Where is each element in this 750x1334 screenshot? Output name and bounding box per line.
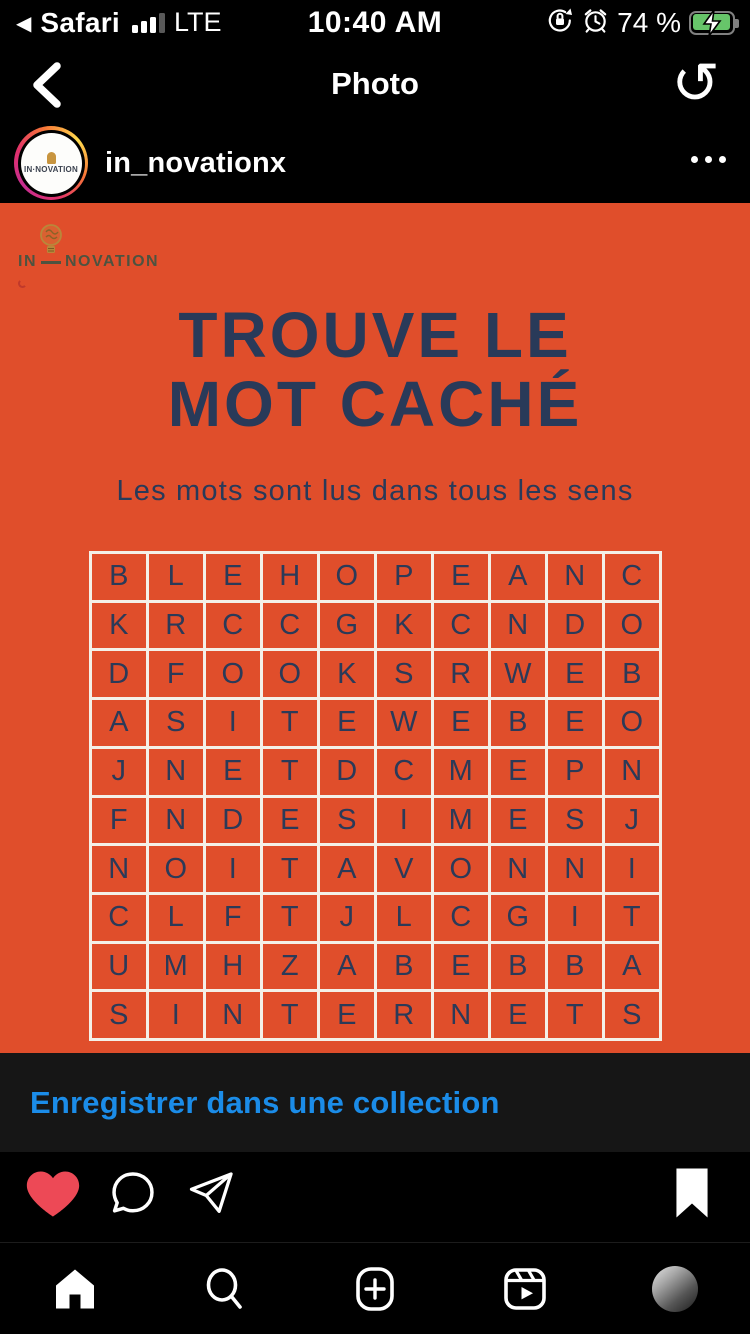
grid-cell: I xyxy=(206,700,260,746)
grid-cell: T xyxy=(263,895,317,941)
network-type-label: LTE xyxy=(174,7,222,37)
back-to-app-label[interactable]: Safari xyxy=(40,6,121,38)
puzzle-title xyxy=(0,301,750,439)
grid-cell: J xyxy=(605,798,659,844)
grid-cell: E xyxy=(320,992,374,1038)
grid-cell: D xyxy=(320,749,374,795)
alarm-icon xyxy=(582,7,609,39)
username-label[interactable]: in_novationx xyxy=(105,146,287,179)
grid-cell: O xyxy=(149,846,203,892)
logo-red-accent xyxy=(18,279,27,288)
grid-cell: W xyxy=(377,700,431,746)
grid-cell: P xyxy=(548,749,602,795)
nav-create[interactable] xyxy=(300,1243,450,1334)
grid-cell: M xyxy=(434,749,488,795)
grid-cell: O xyxy=(263,651,317,697)
grid-cell: E xyxy=(491,749,545,795)
grid-cell: I xyxy=(149,992,203,1038)
post-header xyxy=(0,123,750,203)
logo-text-left: IN xyxy=(18,253,37,270)
grid-cell: O xyxy=(434,846,488,892)
grid-cell: N xyxy=(434,992,488,1038)
puzzle-subtitle: Les mots sont lus dans tous les sens xyxy=(116,475,634,507)
grid-cell: L xyxy=(149,895,203,941)
avatar-story-ring[interactable] xyxy=(14,126,88,200)
save-to-collection-link[interactable]: Enregistrer dans une collection xyxy=(30,1084,500,1120)
avatar-logo-text: IN·NOVATION xyxy=(24,165,78,174)
grid-cell: N xyxy=(605,749,659,795)
grid-cell: N xyxy=(548,846,602,892)
grid-cell: J xyxy=(320,895,374,941)
lightbulb-logo-icon xyxy=(47,152,56,164)
grid-cell: K xyxy=(377,603,431,649)
grid-cell: E xyxy=(491,992,545,1038)
grid-cell: D xyxy=(92,651,146,697)
bottom-nav-bar xyxy=(0,1242,750,1334)
grid-cell: I xyxy=(605,846,659,892)
more-options-icon[interactable] xyxy=(691,156,726,163)
grid-cell: N xyxy=(149,798,203,844)
home-icon xyxy=(51,1265,99,1313)
grid-cell: C xyxy=(434,895,488,941)
grid-cell: S xyxy=(377,651,431,697)
grid-cell: B xyxy=(548,944,602,990)
grid-cell: S xyxy=(92,992,146,1038)
in-novation-logo xyxy=(18,213,159,271)
status-bar xyxy=(0,0,750,45)
grid-cell: F xyxy=(149,651,203,697)
grid-cell: B xyxy=(491,944,545,990)
grid-cell: W xyxy=(491,651,545,697)
battery-percent-label: 74 % xyxy=(617,6,681,38)
grid-cell: P xyxy=(377,554,431,600)
grid-cell: E xyxy=(548,700,602,746)
grid-cell: S xyxy=(605,992,659,1038)
logo-dash xyxy=(41,261,61,264)
grid-cell: N xyxy=(92,846,146,892)
page-title: Photo xyxy=(331,66,419,101)
grid-cell: I xyxy=(206,846,260,892)
grid-cell: C xyxy=(377,749,431,795)
reels-icon xyxy=(501,1265,549,1313)
grid-cell: B xyxy=(491,700,545,746)
grid-cell: J xyxy=(92,749,146,795)
grid-cell: U xyxy=(92,944,146,990)
grid-cell: E xyxy=(434,944,488,990)
grid-cell: B xyxy=(605,651,659,697)
grid-cell: L xyxy=(149,554,203,600)
grid-cell: D xyxy=(548,603,602,649)
grid-cell: S xyxy=(149,700,203,746)
grid-cell: L xyxy=(377,895,431,941)
create-post-icon xyxy=(351,1265,399,1313)
grid-cell: R xyxy=(377,992,431,1038)
like-heart-icon[interactable] xyxy=(26,1169,80,1224)
grid-cell: E xyxy=(434,554,488,600)
grid-cell: E xyxy=(548,651,602,697)
profile-avatar xyxy=(652,1266,698,1312)
grid-cell: M xyxy=(149,944,203,990)
grid-cell: K xyxy=(92,603,146,649)
grid-cell: E xyxy=(434,700,488,746)
grid-cell: T xyxy=(263,846,317,892)
logo-text-right: NOVATION xyxy=(65,253,160,270)
grid-cell: A xyxy=(320,846,374,892)
grid-cell: T xyxy=(263,992,317,1038)
grid-cell: N xyxy=(548,554,602,600)
lightbulb-logo-icon xyxy=(38,223,64,259)
nav-search[interactable] xyxy=(150,1243,300,1334)
grid-cell: C xyxy=(206,603,260,649)
grid-cell: S xyxy=(320,798,374,844)
nav-home[interactable] xyxy=(0,1243,150,1334)
grid-cell: O xyxy=(605,603,659,649)
grid-cell: F xyxy=(92,798,146,844)
battery-charging-icon xyxy=(689,10,743,36)
grid-cell: B xyxy=(92,554,146,600)
grid-cell: O xyxy=(206,651,260,697)
nav-reels[interactable] xyxy=(450,1243,600,1334)
back-to-app-icon[interactable]: ◀ xyxy=(16,12,32,35)
grid-cell: A xyxy=(605,944,659,990)
grid-cell: D xyxy=(206,798,260,844)
grid-cell: E xyxy=(206,554,260,600)
share-plane-icon[interactable] xyxy=(185,1168,237,1225)
grid-cell: C xyxy=(92,895,146,941)
grid-cell: C xyxy=(434,603,488,649)
grid-cell: T xyxy=(263,749,317,795)
puzzle-title-line1: TROUVE LE xyxy=(178,299,572,371)
rotation-lock-icon xyxy=(546,6,574,39)
grid-cell: A xyxy=(320,944,374,990)
grid-cell: N xyxy=(491,603,545,649)
grid-cell: C xyxy=(263,603,317,649)
puzzle-title-line2: MOT CACHÉ xyxy=(167,368,583,440)
grid-cell: F xyxy=(206,895,260,941)
grid-cell: E xyxy=(491,798,545,844)
grid-cell: E xyxy=(320,700,374,746)
grid-cell: H xyxy=(206,944,260,990)
comment-icon[interactable] xyxy=(107,1168,159,1225)
grid-cell: V xyxy=(377,846,431,892)
post-image[interactable] xyxy=(0,203,750,1053)
save-collection-bar xyxy=(0,1053,750,1152)
grid-cell: I xyxy=(377,798,431,844)
grid-cell: T xyxy=(548,992,602,1038)
grid-cell: G xyxy=(491,895,545,941)
grid-cell: H xyxy=(263,554,317,600)
search-icon xyxy=(201,1265,249,1313)
grid-cell: Z xyxy=(263,944,317,990)
grid-cell: K xyxy=(320,651,374,697)
grid-cell: T xyxy=(263,700,317,746)
grid-cell: T xyxy=(605,895,659,941)
grid-cell: N xyxy=(149,749,203,795)
avatar xyxy=(21,133,82,194)
grid-cell: E xyxy=(263,798,317,844)
grid-cell: S xyxy=(548,798,602,844)
photo-viewer-nav-bar xyxy=(0,45,750,123)
grid-cell: A xyxy=(491,554,545,600)
grid-cell: I xyxy=(548,895,602,941)
grid-cell: O xyxy=(320,554,374,600)
grid-cell: A xyxy=(92,700,146,746)
word-search-grid xyxy=(89,551,662,1041)
grid-cell: R xyxy=(149,603,203,649)
grid-cell: B xyxy=(377,944,431,990)
grid-cell: E xyxy=(206,749,260,795)
grid-cell: R xyxy=(434,651,488,697)
post-action-bar xyxy=(0,1152,750,1242)
nav-profile[interactable] xyxy=(600,1243,750,1334)
grid-cell: G xyxy=(320,603,374,649)
bookmark-saved-icon[interactable] xyxy=(672,1166,712,1225)
grid-cell: M xyxy=(434,798,488,844)
status-time: 10:40 AM xyxy=(307,6,443,39)
grid-cell: N xyxy=(491,846,545,892)
grid-cell: C xyxy=(605,554,659,600)
rotate-counterclockwise-icon[interactable]: ↺ xyxy=(671,51,720,116)
grid-cell: O xyxy=(605,700,659,746)
grid-cell: N xyxy=(206,992,260,1038)
